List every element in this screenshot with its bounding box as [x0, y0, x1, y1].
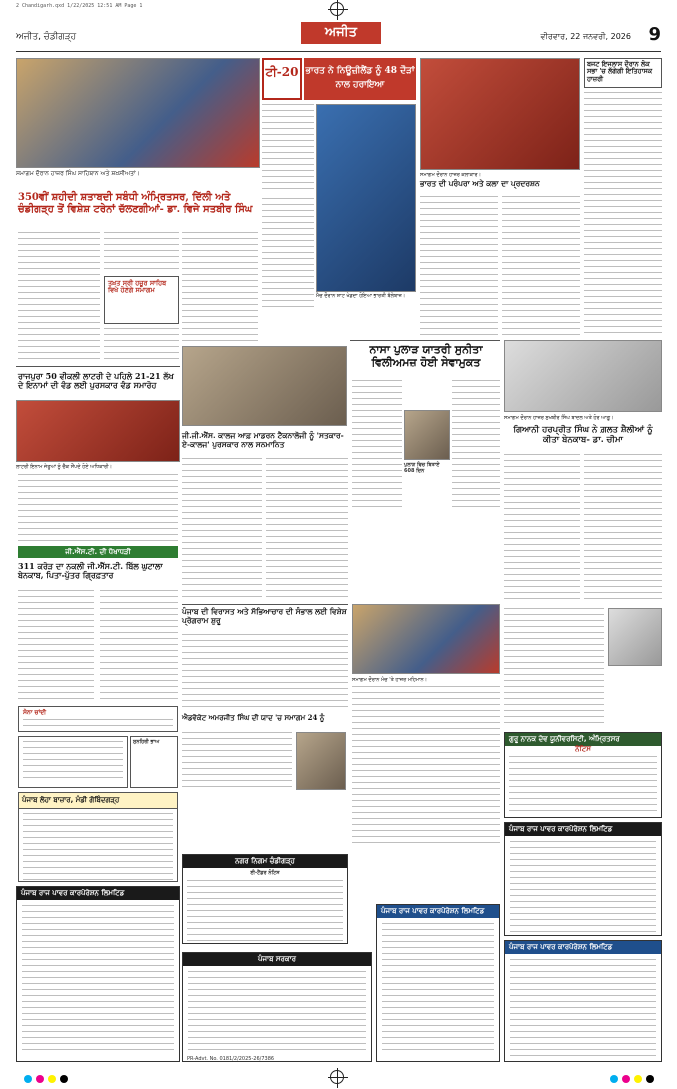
cyan-swatch [24, 1075, 32, 1083]
nasa-subhead: ਪੁਲਾੜ ਵਿਚ ਬਿਤਾਏ 608 ਦਿਨ [404, 462, 440, 474]
harpreet-body-col1 [504, 454, 580, 604]
municipal-ad-body [187, 880, 343, 942]
pspcl-ad-4-title: ਪੰਜਾਬ ਰਾਜ ਪਾਵਰ ਕਾਰਪੋਰੇਸ਼ਨ ਲਿਮਟਿਡ [505, 941, 661, 954]
pspcl-ad-2-body [382, 923, 494, 1055]
lottery-photo [16, 400, 180, 462]
cricket-body-col1 [262, 104, 314, 194]
side-story-body [584, 92, 662, 336]
classifieds-body [504, 608, 604, 728]
gst-banner: ਜੀ.ਐੱਸ.ਟੀ. ਦੀ ਧੋਖਾਧੜੀ [18, 546, 178, 558]
harpreet-headline: ਗਿਆਨੀ ਹਰਪ੍ਰੀਤ ਸਿੰਘ ਨੇ ਗ਼ਲਤ ਸ਼ੈਲੀਆਂ ਨੂੰ ਕੀਤਾ ਬੇਨਕਾਬ- ਡਾ. ਚੀਮਾ [513, 425, 653, 445]
magenta-swatch [36, 1075, 44, 1083]
gold-sub-box [130, 736, 178, 788]
gst-body-col2 [100, 590, 178, 700]
heritage-headline: ਪੰਜਾਬ ਦੀ ਵਿਰਾਸਤ ਅਤੇ ਸੱਭਿਆਚਾਰ ਦੀ ਸੰਭਾਲ ਲਈ ਵਿਸ਼ੇਸ਼ ਪ੍ਰੋਗਰਾਮ ਸ਼ੁਰੂ [182, 607, 347, 625]
lottery-headline: ਰਾਜਪੁਰਾ 50 ਵੀਕਲੀ ਲਾਟਰੀ ਦੇ ਪਹਿਲੇ 21-21 ਲੱਖ ਦੇ ਇਨਾਮਾਂ ਦੀ ਵੰਡ ਲਈ ਪੁਰਸਕਾਰ ਵੰਡ ਸਮਾਰੋਹ [18, 371, 174, 391]
lead-pullquote: ਤਖ਼ਤ ਸ੍ਰੀ ਹਜ਼ੂਰ ਸਾਹਿਬ ਵਿਖੇ ਹੋਣਗੇ ਸਮਾਗਮ [108, 279, 167, 295]
issue-date: ਵੀਰਵਾਰ, 22 ਜਨਵਰੀ, 2026 [540, 32, 631, 41]
event-body [352, 686, 500, 846]
lead-photo-ceremony [16, 58, 260, 168]
cyan-swatch [610, 1075, 618, 1083]
pspcl-ad-1-title: ਪੰਜਾਬ ਰਾਜ ਪਾਵਰ ਕਾਰਪੋਰੇਸ਼ਨ ਲਿਮਟਿਡ [17, 887, 179, 900]
registration-mark-icon [330, 2, 344, 16]
yellow-swatch [48, 1075, 56, 1083]
advocate-body [182, 732, 292, 792]
gst-headline: 311 ਕਰੋੜ ਦਾ ਨਕਲੀ ਜੀ.ਐੱਸ.ਟੀ. ਬਿੱਲ ਘੁਟਾਲਾ ਬੇਨਕਾਬ, ਪਿਤਾ-ਪੁੱਤਰ ਗ੍ਰਿਫ਼ਤਾਰ [18, 561, 163, 581]
event-caption: ਸਮਾਗਮ ਦੌਰਾਨ ਮੰਚ 'ਤੇ ਹਾਜ਼ਰ ਮਹਿਮਾਨ। [352, 677, 428, 683]
lead-body-col1 [18, 232, 100, 362]
gold-label: ਸੋਨਾ ਚਾਂਦੀ [23, 709, 47, 716]
black-swatch [60, 1075, 68, 1083]
pspcl-ad-2-title: ਪੰਜਾਬ ਰਾਜ ਪਾਵਰ ਕਾਰਪੋਰੇਸ਼ਨ ਲਿਮਟਿਡ [377, 905, 499, 918]
punjab-govt-body [188, 971, 366, 1051]
lead-body-col2 [104, 232, 179, 272]
iron-market-title: ਪੰਜਾਬ ਲੋਹਾ ਬਾਜ਼ਾਰ, ਮੰਡੀ ਗੋਬਿੰਦਗੜ੍ਹ [19, 793, 177, 809]
award-headline: ਜੀ.ਜੀ.ਐੱਸ. ਕਾਲਜ ਆਫ਼ ਮਾਡਰਨ ਟੈਕਨਾਲੋਜੀ ਨੂੰ 'ਸਤਕਾਰ-ਏ-ਕਾਲਜ' ਪੁਰਸਕਾਰ ਨਾਲ ਸਨਮਾਨਿਤ [182, 431, 344, 449]
cricket-body-col2 [262, 198, 314, 308]
cricket-tag: ਟੀ-20 [265, 65, 299, 79]
black-swatch [646, 1075, 654, 1083]
award-body-col1 [182, 458, 262, 598]
lottery-body [18, 474, 178, 542]
cricket-caption: ਮੈਚ ਦੌਰਾਨ ਸ਼ਾਟ ਖੇਡਦਾ ਹੋਇਆ ਭਾਰਤੀ ਬੱਲੇਬਾਜ਼। [316, 293, 406, 299]
punjab-govt-title: ਪੰਜਾਬ ਸਰਕਾਰ [183, 953, 371, 966]
market-rate-lines [23, 741, 123, 783]
classifieds-photo [608, 608, 662, 666]
heritage-body [182, 634, 348, 710]
registration-mark-icon [330, 1070, 344, 1084]
cricket-body-col0 [182, 232, 258, 342]
culture-body-col1 [420, 196, 498, 336]
punjab-govt-prno: PR-Advt. No. 0181/2/2025-26/7386 [187, 1056, 275, 1062]
side-story-head-box [584, 58, 662, 88]
gst-body-col1 [18, 590, 94, 700]
lottery-caption: ਲਾਟਰੀ ਇਨਾਮ ਜੇਤੂਆਂ ਨੂੰ ਚੈੱਕ ਸੌਂਪਦੇ ਹੋਏ ਅਧਿਕਾਰੀ। [16, 464, 113, 470]
pspcl-ad-2 [376, 904, 500, 1062]
advocate-headline: ਐਡਵੋਕੇਟ ਅਮਰਜੀਤ ਸਿੰਘ ਦੀ ਯਾਦ 'ਚ ਸਮਾਗਮ 24 ਨੂੰ [182, 713, 325, 722]
pspcl-ad-3-title: ਪੰਜਾਬ ਰਾਜ ਪਾਵਰ ਕਾਰਪੋਰੇਸ਼ਨ ਲਿਮਟਿਡ [505, 823, 661, 836]
harpreet-body-col2 [584, 454, 662, 604]
event-photo [352, 604, 500, 674]
print-slug: 2 Chandigarh.qxd 1/22/2025 12:51 AM Page 1 [16, 3, 143, 9]
municipal-ad-sub: ਈ-ਟੈਂਡਰ ਨੋਟਿਸ [250, 870, 280, 876]
lead-pullquote-box [104, 276, 179, 324]
municipal-ad-title: ਨਗਰ ਨਿਗਮ ਚੰਡੀਗੜ੍ਹ [183, 855, 347, 868]
university-notice: ਨੋਟਿਸ [575, 745, 591, 753]
lead-body-col2b [104, 328, 179, 364]
side-story-headline: ਬਜਟ ਇਜਲਾਸ ਦੌਰਾਨ ਲੋਕ ਸਭਾ 'ਚ ਲੱਗੇਗੀ ਇਤਿਹਾਸਕ ਹਾਜ਼ਰੀ [587, 60, 653, 83]
pspcl-ad-1-body [22, 905, 174, 1055]
divider [16, 366, 180, 367]
culture-caption: ਸਮਾਗਮ ਦੌਰਾਨ ਹਾਜ਼ਰ ਕਲਾਕਾਰ। [420, 172, 481, 178]
cricket-headline: ਭਾਰਤ ਨੇ ਨਿਊਜ਼ੀਲੈਂਡ ਨੂੰ 48 ਦੌੜਾਂ ਨਾਲ ਹਰਾਇਆ [304, 58, 416, 100]
nasa-photo [404, 410, 450, 460]
university-body [509, 756, 657, 812]
municipal-ad [182, 854, 348, 944]
nasa-headline: ਨਾਸਾ ਪੁਲਾੜ ਯਾਤਰੀ ਸੁਨੀਤਾ ਵਿਲੀਅਮਜ਼ ਹੋਈ ਸੇਵਾਮੁਕਤ [369, 343, 483, 369]
yellow-swatch [634, 1075, 642, 1083]
advocate-photo [296, 732, 346, 790]
lead-headline: 350ਵੀਂ ਸ਼ਹੀਦੀ ਸ਼ਤਾਬਦੀ ਸਬੰਧੀ ਅੰਮ੍ਰਿਤਸਰ, ਦਿੱਲੀ ਅਤੇ ਚੰਡੀਗੜ੍ਹ ਤੋਂ ਵਿਸ਼ੇਸ਼ ਟਰੇਨਾਂ ਚੱਲਣਗੀਆਂ- ਡਾ. ਵਿਜੇ ਸਤਬੀਰ ਸਿੰਘ [18, 192, 253, 215]
divider [350, 340, 500, 341]
gold-sub-label: ਸੁਨਹਿਰੀ ਭਾਅ [133, 739, 160, 745]
award-body-col2 [266, 458, 348, 598]
pspcl-ad-3-body [510, 841, 656, 933]
pspcl-ad-4 [504, 940, 662, 1062]
award-photo [182, 346, 347, 426]
market-rate-box [18, 736, 128, 788]
cricket-photo [316, 104, 416, 292]
pspcl-ad-1 [16, 886, 180, 1062]
iron-market-lines [23, 813, 173, 881]
culture-photo [420, 58, 580, 170]
cricket-tag-box [262, 58, 302, 100]
leaders-caption: ਸਮਾਗਮ ਦੌਰਾਨ ਹਾਜ਼ਰ ਸੁਖਬੀਰ ਸਿੰਘ ਬਾਦਲ ਅਤੇ ਹੋਰ ਆਗੂ। [504, 415, 614, 421]
gold-rate-lines [23, 719, 173, 729]
gold-rate-box [18, 706, 178, 732]
nasa-body-col1 [352, 380, 402, 510]
magenta-swatch [622, 1075, 630, 1083]
university-title: ਗੁਰੂ ਨਾਨਕ ਦੇਵ ਯੂਨੀਵਰਸਿਟੀ, ਅੰਮ੍ਰਿਤਸਰ [505, 733, 661, 746]
iron-market-box [18, 792, 178, 882]
leaders-photo [504, 340, 662, 412]
newspaper-title: ਅਜੀਤ [301, 22, 381, 44]
nasa-body-col2 [452, 380, 500, 510]
punjab-govt-ad [182, 952, 372, 1062]
divider [182, 604, 348, 605]
lead-photo-caption: ਸਮਾਗਮ ਦੌਰਾਨ ਹਾਜ਼ਰ ਸਿੰਘ ਸਾਹਿਬਾਨ ਅਤੇ ਸ਼ਖ਼ਸੀਅਤਾਂ। [16, 170, 140, 177]
culture-body-col2 [502, 196, 580, 336]
edition-label: ਅਜੀਤ, ਚੰਡੀਗੜ੍ਹ [16, 32, 77, 42]
page-number: 9 [648, 24, 661, 45]
university-ad [504, 732, 662, 818]
pspcl-ad-3 [504, 822, 662, 936]
culture-headline: ਭਾਰਤ ਦੀ ਪਰੰਪਰਾ ਅਤੇ ਕਲਾ ਦਾ ਪ੍ਰਦਰਸ਼ਨ [420, 179, 540, 188]
pspcl-ad-4-body [510, 959, 656, 1059]
masthead [16, 22, 661, 52]
